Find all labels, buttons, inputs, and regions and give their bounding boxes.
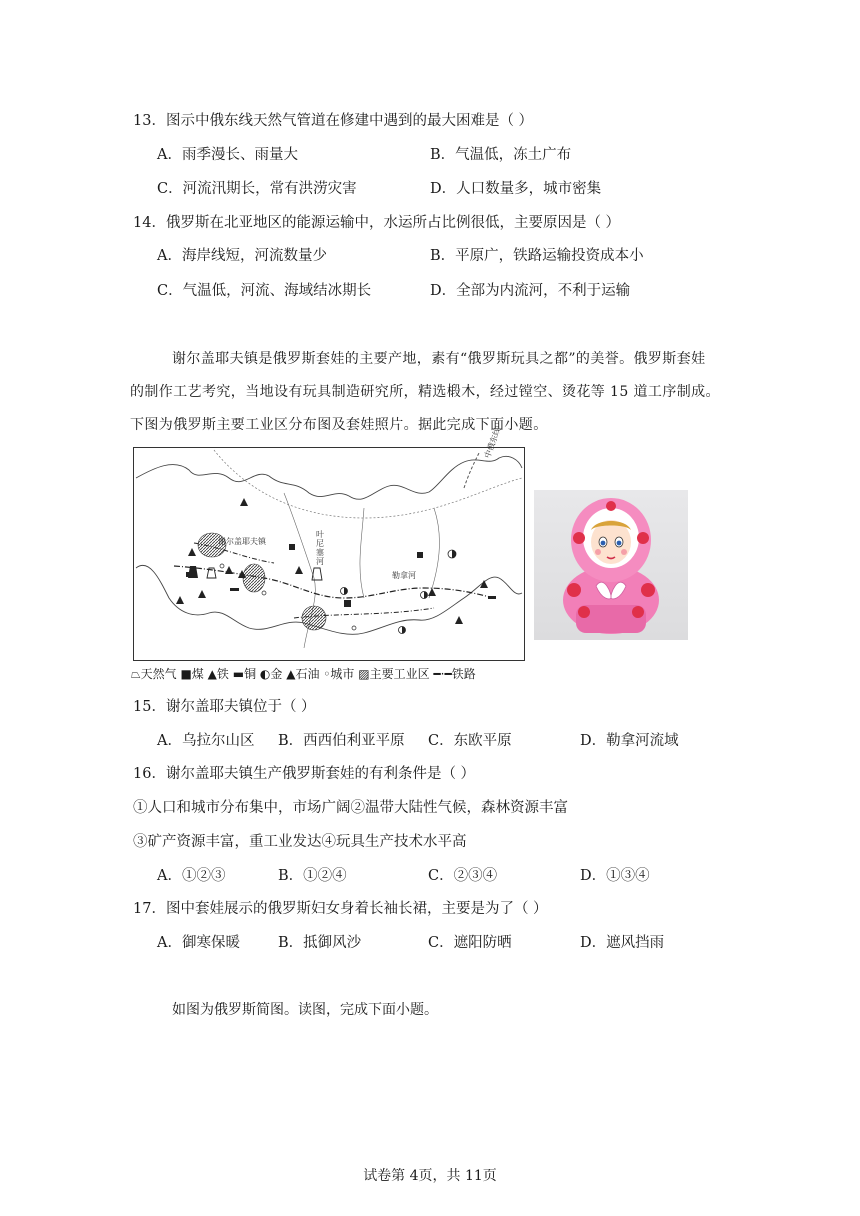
q15-option-b[interactable]: B．西西伯利亚平原 xyxy=(278,733,405,749)
q14-option-d[interactable]: D．全部为内流河，不利于运输 xyxy=(430,283,631,299)
map-label-pipeline: 中俄东线 xyxy=(482,426,503,460)
city-icon: ◦ xyxy=(323,667,331,681)
railway-icon: ━·━ xyxy=(433,667,452,681)
q16-statement-1: ①人口和城市分布集中，市场广阔②温带大陆性气候，森林资源丰富 xyxy=(133,800,568,816)
matryoshka-doll-icon xyxy=(534,490,688,640)
q15-option-a[interactable]: A．乌拉尔山区 xyxy=(157,733,255,749)
q16-option-d[interactable]: D．①③④ xyxy=(580,868,650,884)
q17-option-b[interactable]: B．抵御风沙 xyxy=(278,935,362,951)
iron-icon: ▲ xyxy=(207,667,217,681)
map-legend xyxy=(131,666,476,682)
q17-option-c[interactable]: C．遮阳防晒 xyxy=(428,935,512,951)
q13-option-a[interactable]: A．雨季漫长、雨量大 xyxy=(157,147,298,163)
coal-icon: ■ xyxy=(180,667,192,681)
gas-icon: ⏢ xyxy=(131,667,141,681)
oil-icon: ▲ xyxy=(286,667,296,681)
page-footer: 试卷第 4页，共 11页 xyxy=(363,1168,497,1184)
legend-copper: 铜 xyxy=(244,667,257,681)
q15-option-d[interactable]: D．勒拿河流域 xyxy=(580,733,679,749)
passage-line-1: 谢尔盖耶夫镇是俄罗斯套娃的主要产地，素有“俄罗斯玩具之都”的美誉。俄罗斯套娃 xyxy=(172,351,706,367)
q17-option-a[interactable]: A．御寒保暖 xyxy=(157,935,240,951)
legend-iron: 铁 xyxy=(216,667,229,681)
question-13-stem: 13．图示中俄东线天然气管道在修建中遇到的最大困难是（ ） xyxy=(133,113,534,129)
map-label-lena: 勒拿河 xyxy=(392,571,416,580)
question-14-stem: 14．俄罗斯在北亚地区的能源运输中，水运所占比例很低，主要原因是（ ） xyxy=(133,215,621,231)
reading-passage-2: 如图为俄罗斯简图。读图，完成下面小题。 xyxy=(172,1002,438,1018)
legend-oil: 石油 xyxy=(295,667,320,681)
q14-option-b[interactable]: B．平原广，铁路运输投资成本小 xyxy=(430,248,644,264)
question-16-stem: 16．谢尔盖耶夫镇生产俄罗斯套娃的有利条件是（ ） xyxy=(133,766,476,782)
q16-option-b[interactable]: B．①②④ xyxy=(278,868,347,884)
map-label-town: 谢尔盖耶夫镇 xyxy=(218,537,266,546)
legend-city: 城市 xyxy=(330,667,355,681)
question-15-stem: 15．谢尔盖耶夫镇位于（ ） xyxy=(133,699,316,715)
q14-option-c[interactable]: C．气温低，河流、海域结冰期长 xyxy=(157,283,372,299)
map-graphic xyxy=(134,448,524,660)
q17-option-d[interactable]: D．遮风挡雨 xyxy=(580,935,665,951)
q14-option-a[interactable]: A．海岸线短，河流数量少 xyxy=(157,248,327,264)
passage-line-3: 下图为俄罗斯主要工业区分布图及套娃照片。据此完成下面小题。 xyxy=(130,417,548,433)
legend-industrial: 主要工业区 xyxy=(369,667,430,681)
q13-option-c[interactable]: C．河流汛期长，常有洪涝灾害 xyxy=(157,181,357,197)
legend-gold: 金 xyxy=(270,667,283,681)
q16-statement-2: ③矿产资源丰富，重工业发达④玩具生产技术水平高 xyxy=(133,834,467,850)
industrial-zone-icon: ▨ xyxy=(358,667,370,681)
q13-option-d[interactable]: D．人口数量多，城市密集 xyxy=(430,181,602,197)
passage-line-2: 的制作工艺考究，当地设有玩具制造研究所，精选椴木，经过镗空、烫花等 15 道工序制成。 xyxy=(130,384,720,400)
legend-coal: 煤 xyxy=(191,667,204,681)
legend-railway: 铁路 xyxy=(451,667,476,681)
question-17-stem: 17．图中套娃展示的俄罗斯妇女身着长袖长裙，主要是为了（ ） xyxy=(133,901,548,917)
reading-passage xyxy=(130,343,740,442)
matryoshka-photo xyxy=(534,490,688,640)
gold-icon: ◐ xyxy=(259,667,271,681)
map-label-yenisei: 叶尼塞河 xyxy=(316,530,324,566)
russia-industry-map xyxy=(133,426,525,661)
q16-option-c[interactable]: C．②③④ xyxy=(428,868,498,884)
q15-option-c[interactable]: C．东欧平原 xyxy=(428,733,512,749)
q13-option-b[interactable]: B．气温低，冻土广布 xyxy=(430,147,572,163)
copper-icon: ▬ xyxy=(232,667,245,681)
legend-gas: 天然气 xyxy=(140,667,177,681)
q16-option-a[interactable]: A．①②③ xyxy=(157,868,226,884)
